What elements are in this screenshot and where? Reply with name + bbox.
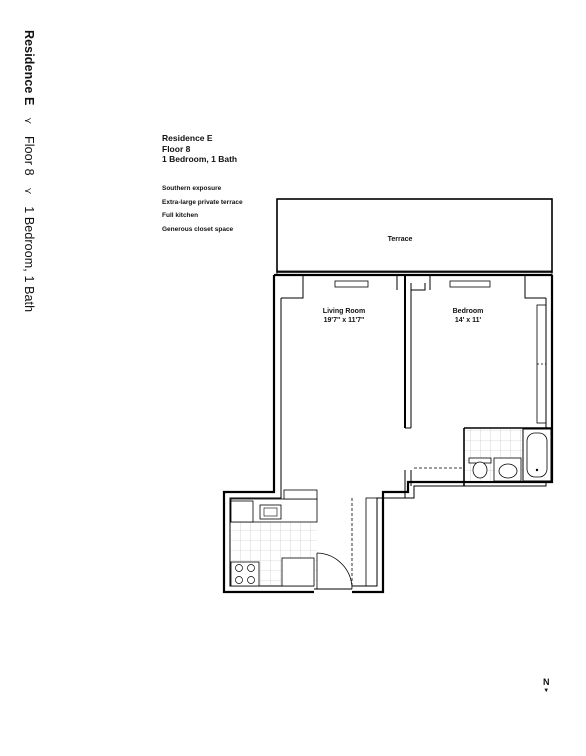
side-title-floor: Floor 8 [22,136,36,176]
header-unit-type: 1 Bedroom, 1 Bath [162,154,238,164]
bathroom [465,429,551,481]
side-title-residence: Residence E [22,30,36,106]
room-dimensions: 19'7" x 11'7" [323,316,365,324]
stove-icon [231,562,259,586]
kitchen [231,490,317,586]
entry-door [314,553,352,589]
chevron-v-icon: ⋎ [22,117,33,125]
room-name: Living Room [322,308,366,315]
north-label: N [543,677,550,687]
bedroom-label [428,308,508,325]
chevron-v-icon: ⋎ [22,187,33,195]
header-floor: Floor 8 [162,143,191,154]
feature-item: Full kitchen [162,212,199,219]
feature-item: Southern exposure [162,185,222,192]
north-arrow-icon: ▼ [543,688,550,694]
feature-item: Extra-large private terrace [162,198,243,206]
compass [543,678,550,696]
kitchen-sink-icon [260,505,281,519]
terrace-label [360,236,440,245]
room-dimensions: 14' x 11' [454,316,482,324]
bedroom-closet [537,305,546,423]
living-room-label [300,308,388,325]
room-name: Terrace [387,236,413,243]
room-name: Bedroom [452,308,484,315]
refrigerator-icon [231,501,253,522]
header-residence: Residence E [162,133,213,143]
feature-item: Generous closet space [162,225,234,233]
side-title-unit-type: 1 Bedroom, 1 Bath [22,206,36,313]
